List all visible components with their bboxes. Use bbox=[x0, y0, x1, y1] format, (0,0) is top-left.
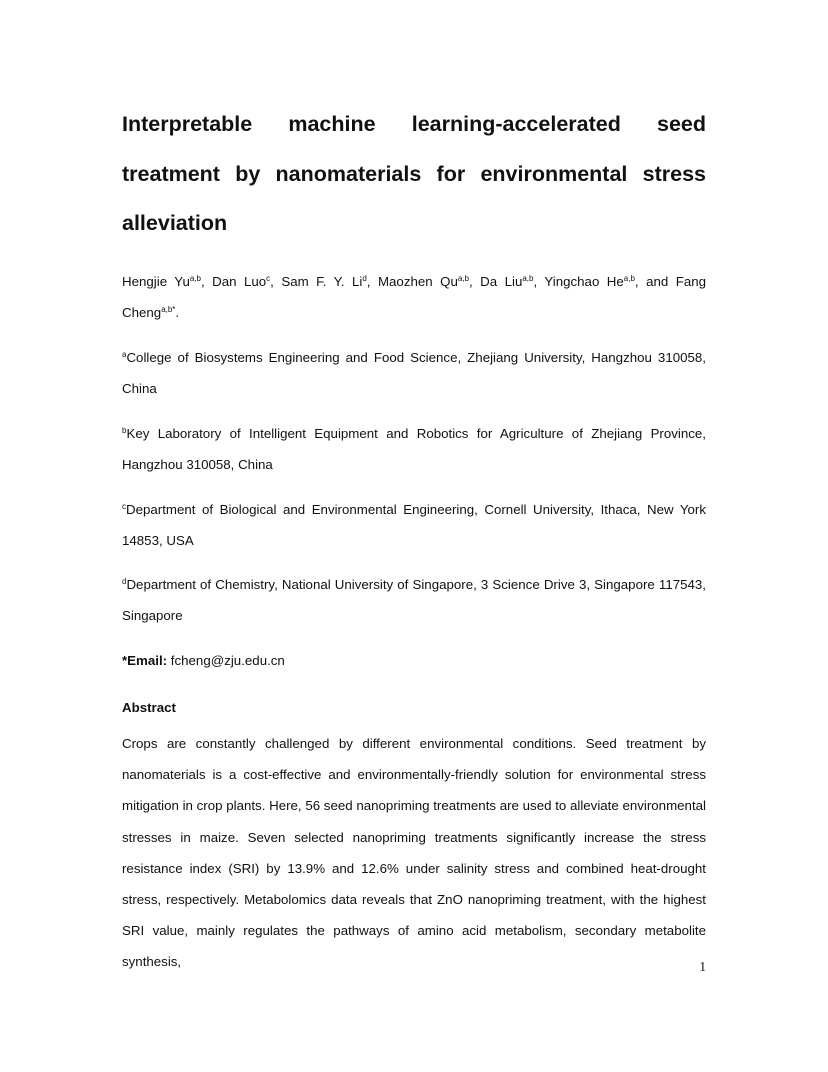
author-affiliation-mark: d bbox=[362, 274, 367, 283]
author-affiliation-mark: c bbox=[266, 274, 271, 283]
affiliation-mark: b bbox=[122, 426, 127, 435]
author-2 bbox=[281, 274, 378, 289]
author-name: Dan Luo bbox=[212, 274, 267, 289]
author-0 bbox=[122, 274, 212, 289]
author-affiliation-mark: a,b bbox=[522, 274, 534, 283]
affiliation-b bbox=[122, 418, 706, 480]
author-5 bbox=[544, 274, 675, 289]
author-1 bbox=[212, 274, 281, 289]
affiliation-text: Department of Chemistry, National University of Singapore, 3 Science Drive 3, Singapore 117543, Singapore bbox=[122, 577, 706, 624]
affiliation-mark: a bbox=[122, 350, 127, 359]
author-separator: , bbox=[533, 274, 545, 289]
author-separator: , bbox=[366, 274, 378, 289]
affiliation-c bbox=[122, 494, 706, 556]
affiliation-d bbox=[122, 569, 706, 631]
corresponding-email bbox=[122, 645, 706, 676]
affiliation-mark: c bbox=[122, 502, 126, 511]
author-name: Maozhen Qu bbox=[377, 274, 458, 289]
email-address[interactable]: fcheng@zju.edu.cn bbox=[167, 653, 285, 668]
author-affiliation-mark: a,b bbox=[189, 274, 201, 283]
author-affiliation-mark: a,b bbox=[457, 274, 469, 283]
email-label: *Email: bbox=[122, 653, 168, 668]
author-separator: , and bbox=[634, 274, 676, 289]
author-affiliation-mark: a,b* bbox=[161, 305, 176, 315]
affiliation-text: Key Laboratory of Intelligent Equipment and Robotics for Agriculture of Zhejiang Province, Hangzhou 310058, China bbox=[122, 426, 706, 473]
author-name: Yingchao He bbox=[544, 274, 624, 289]
author-name: Hengjie Yu bbox=[122, 274, 190, 289]
page-number: 1 bbox=[699, 959, 706, 974]
author-separator: , bbox=[468, 274, 481, 289]
author-separator: , bbox=[200, 274, 213, 289]
affiliation-text: College of Biosystems Engineering and Food Science, Zhejiang University, Hangzhou 310058, China bbox=[122, 350, 706, 397]
author-4 bbox=[480, 274, 544, 289]
author-name: Sam F. Y. Li bbox=[281, 274, 363, 289]
author-separator: . bbox=[175, 305, 180, 321]
author-name: Da Liu bbox=[480, 274, 523, 289]
abstract-body: Crops are constantly challenged by different environmental conditions. Seed treatment by nanomaterials is a cost-effective and environmentally-friendly solution for environmental stress mitigation in crop plants. Here, 56 seed nanopriming treatments are used to alleviate environmental stresses in maize. Seven selected nanopriming treatments significantly increase the stress resistance index (SRI) by 13.9% and 12.6% under salinity stress and combined heat-drought stress, respectively. Metabolomics data reveals that ZnO nanopriming treatment, with the highest SRI value, mainly regulates the pathways of amino acid metabolism, secondary metabolite synthesis, bbox=[122, 736, 706, 970]
paper-title: Interpretable machine learning-accelerated seed treatment by nanomaterials for environmental stress alleviation bbox=[122, 112, 706, 235]
affiliation-mark: d bbox=[122, 577, 127, 586]
abstract-heading: Abstract bbox=[122, 700, 176, 715]
author-name: Fang Cheng bbox=[122, 274, 707, 321]
affiliation-a bbox=[122, 342, 706, 404]
affiliation-text: Department of Biological and Environmental Engineering, Cornell University, Ithaca, New York 14853, USA bbox=[122, 502, 706, 549]
author-affiliation-mark: a,b bbox=[623, 274, 635, 283]
author-3 bbox=[378, 274, 480, 289]
author-list bbox=[122, 266, 706, 328]
author-separator: , bbox=[270, 274, 282, 289]
